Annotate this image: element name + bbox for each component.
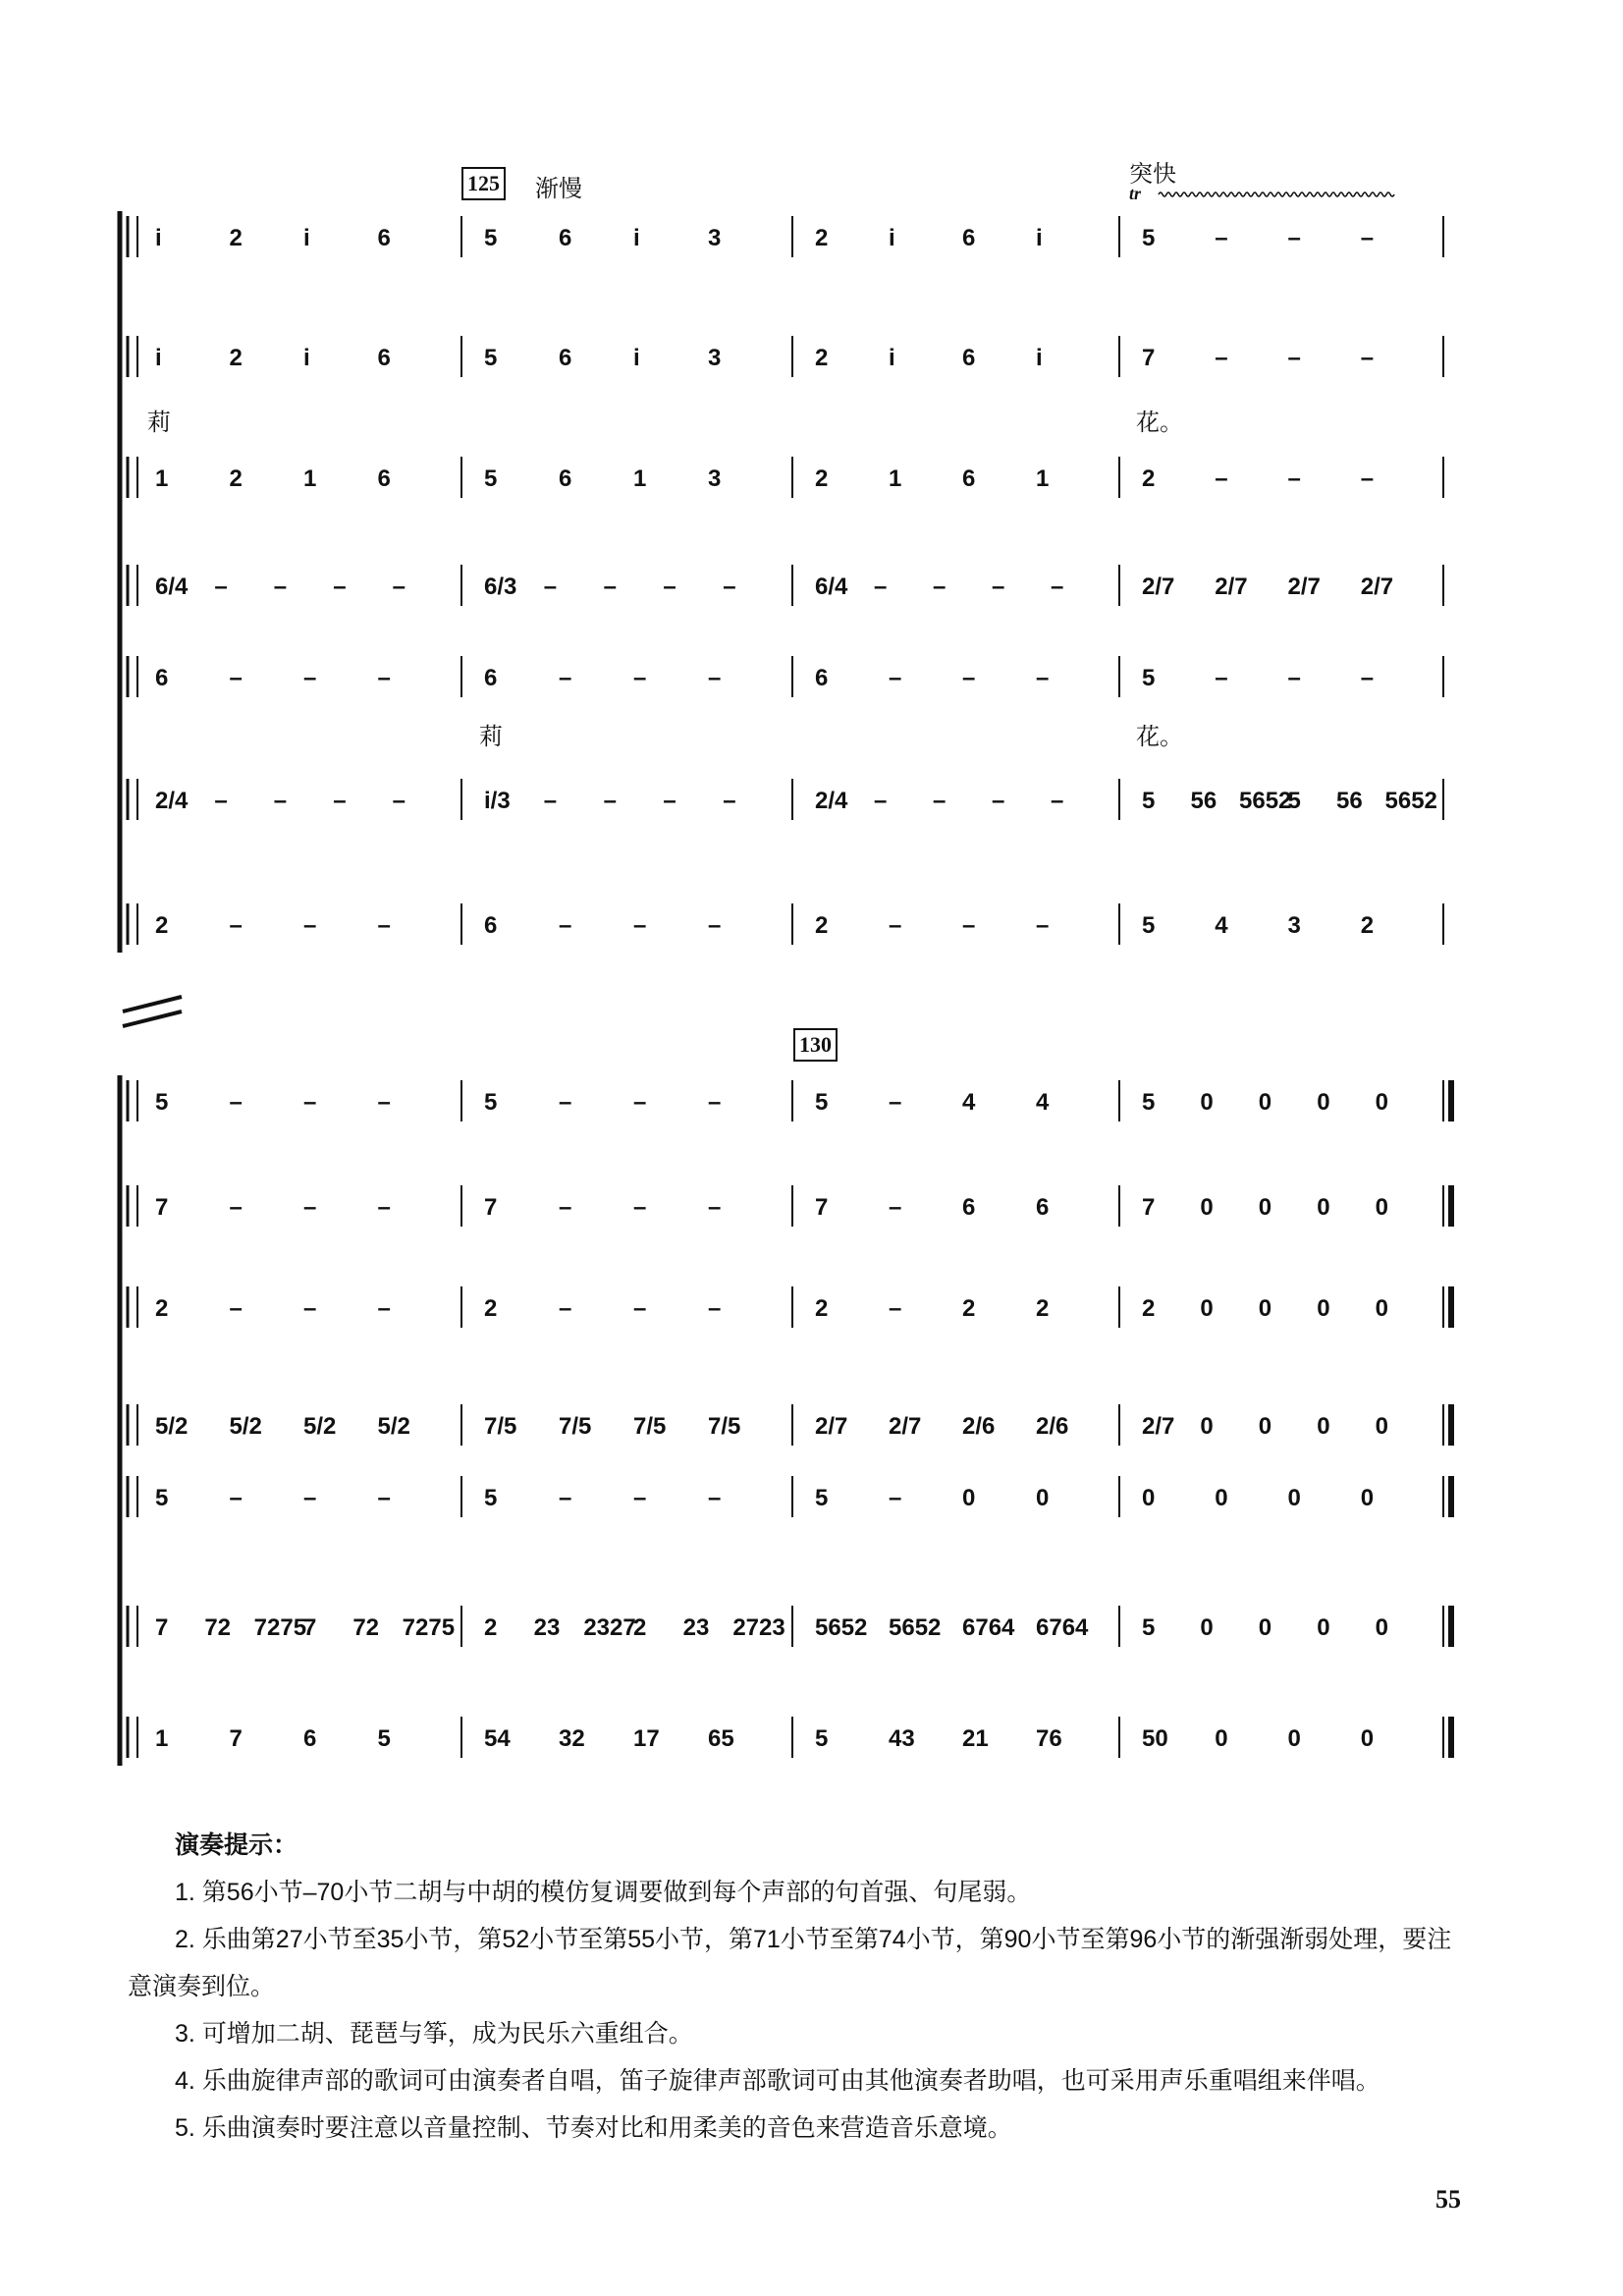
- system1-note: –: [723, 574, 736, 600]
- system2-note: 2: [484, 1614, 498, 1641]
- system2-note: –: [889, 1194, 902, 1221]
- system1-note: 1: [155, 465, 169, 492]
- system1-note: 56: [1190, 788, 1217, 814]
- system2-note: 2/6: [962, 1413, 996, 1440]
- system1-note: –: [992, 574, 1005, 600]
- system1-note: –: [889, 912, 902, 939]
- system1-note: 5: [1142, 665, 1156, 691]
- system2-note: 7: [155, 1614, 169, 1641]
- system1-note: 1: [889, 465, 902, 492]
- system1-note: 2: [815, 465, 829, 492]
- system2-note: 2: [1036, 1295, 1050, 1322]
- system2-note: 0: [1200, 1194, 1214, 1221]
- system1-note: –: [543, 788, 558, 814]
- system1-note: –: [1287, 465, 1301, 492]
- system1-note: 2/7: [1142, 574, 1175, 600]
- system2-note: 17: [633, 1725, 660, 1752]
- tip-item-2: 2. 乐曲第27小节至35小节，第52小节至第55小节，第71小节至第74小节，第90小节至第96小节的渐强渐弱处理，要注意演奏到位。: [128, 1926, 1452, 2000]
- system1-note: 2: [815, 912, 829, 939]
- tip-item-1: 1. 第56小节–70小节二胡与中胡的模仿复调要做到每个声部的句首强、句尾弱。: [175, 1879, 1032, 1906]
- lyric-hua-2: 花。: [1136, 724, 1183, 750]
- page-number: 55: [1435, 2185, 1461, 2214]
- system1-note: 6/3: [484, 574, 517, 600]
- system2-note: 0: [1258, 1413, 1272, 1440]
- system2-note: –: [377, 1194, 391, 1221]
- system2-note: 0: [1375, 1194, 1388, 1221]
- system2-note: –: [889, 1485, 902, 1511]
- system2-note: 0: [1215, 1485, 1228, 1511]
- system2-note: –: [303, 1089, 317, 1116]
- system1-note: 6: [962, 465, 976, 492]
- system2-note: 0: [1317, 1413, 1330, 1440]
- system2-note: 4: [1036, 1089, 1050, 1116]
- system2-note: 5: [815, 1725, 829, 1752]
- system1-note: 6: [815, 665, 829, 691]
- system2-note: –: [559, 1194, 572, 1221]
- system1-note: 6: [559, 345, 572, 371]
- system1-note: 5652: [1384, 788, 1437, 814]
- system1-note: i: [303, 225, 310, 251]
- tip-item-5: 5. 乐曲演奏时要注意以音量控制、节奏对比和用柔美的音色来营造音乐意境。: [175, 2114, 1012, 2142]
- system2-note: 5: [815, 1089, 829, 1116]
- system1-note: 1: [633, 465, 647, 492]
- lyric-li: 莉: [147, 410, 171, 436]
- system1-note: 56: [1336, 788, 1363, 814]
- system1-note: –: [303, 912, 317, 939]
- system2-note: 0: [1200, 1295, 1214, 1322]
- system2-note: 0: [1375, 1413, 1388, 1440]
- trill-line: [1159, 192, 1394, 196]
- system1-note: –: [1287, 345, 1301, 371]
- lyric-hua: 花。: [1136, 410, 1183, 436]
- system2-note: 72: [204, 1614, 232, 1641]
- system1-note: –: [633, 665, 647, 691]
- tips-heading: 演奏提示：: [175, 1831, 298, 1859]
- system1-note: –: [303, 665, 317, 691]
- system2-note: 5/2: [155, 1413, 189, 1440]
- system2-note: 0: [1258, 1295, 1272, 1322]
- system2-note: 0: [1200, 1089, 1214, 1116]
- system2-note: 2: [1142, 1295, 1156, 1322]
- system1-note: –: [1215, 345, 1228, 371]
- system2-note: 6: [1036, 1194, 1050, 1221]
- system1-note: –: [962, 665, 976, 691]
- system1-note: –: [1036, 912, 1050, 939]
- system2-note: 6764: [962, 1614, 1015, 1641]
- system2-note: 23: [682, 1614, 710, 1641]
- system2-note: 7/5: [708, 1413, 741, 1440]
- system2-note: 0: [962, 1485, 976, 1511]
- tempo-marking-ritardando: 渐慢: [535, 176, 582, 202]
- system2-note: 23: [533, 1614, 561, 1641]
- system2-note: –: [229, 1295, 243, 1322]
- system1-note: –: [377, 912, 391, 939]
- system1-note: –: [874, 574, 888, 600]
- system1-note: 1: [1036, 465, 1050, 492]
- system2-note: 0: [1200, 1614, 1214, 1641]
- system2-note: 5: [377, 1725, 391, 1752]
- system1-note: –: [377, 665, 391, 691]
- system2-note: 1: [155, 1725, 169, 1752]
- system1-note: –: [992, 788, 1005, 814]
- system2-note: 0: [1200, 1413, 1214, 1440]
- system2-note: 7: [303, 1614, 317, 1641]
- system2-note: 2: [484, 1295, 498, 1322]
- system2-note: –: [889, 1089, 902, 1116]
- system2-note: 0: [1258, 1614, 1272, 1641]
- system2-note: 2: [155, 1295, 169, 1322]
- system2-note: 5/2: [229, 1413, 262, 1440]
- system1-note: i: [889, 345, 895, 371]
- system2-note: 7: [155, 1194, 169, 1221]
- system1-note: 5: [1142, 788, 1156, 814]
- system1-note: –: [723, 788, 736, 814]
- system1-note: i: [155, 345, 162, 371]
- rehearsal-mark-125: 125: [461, 167, 506, 200]
- system1-note: 6: [484, 665, 498, 691]
- system1-note: –: [1287, 665, 1301, 691]
- system2-note: 0: [1317, 1194, 1330, 1221]
- system1-note: i: [1036, 345, 1043, 371]
- system2-note: 5: [1142, 1089, 1156, 1116]
- system-separator: [123, 997, 182, 1011]
- system2-note: –: [377, 1485, 391, 1511]
- system2-note: –: [633, 1295, 647, 1322]
- system1-note: –: [603, 574, 617, 600]
- system1-note: 2: [229, 225, 243, 251]
- system2-note: 2: [962, 1295, 976, 1322]
- system1-note: 6: [559, 465, 572, 492]
- system1-note: –: [933, 574, 947, 600]
- system2-note: 0: [1375, 1614, 1388, 1641]
- system2-note: 32: [559, 1725, 585, 1752]
- system2-note: –: [303, 1295, 317, 1322]
- system1-note: –: [392, 574, 406, 600]
- system1-note: –: [333, 574, 347, 600]
- system1-note: –: [273, 788, 288, 814]
- system1-note: –: [543, 574, 558, 600]
- system2-note: 76: [1036, 1725, 1062, 1752]
- system1-note: –: [708, 912, 722, 939]
- system1-note: 2/7: [1215, 574, 1248, 600]
- system1-note: 5: [1287, 788, 1301, 814]
- system1-note: –: [663, 788, 676, 814]
- system2-note: 2/7: [889, 1413, 922, 1440]
- system2-note: –: [303, 1485, 317, 1511]
- system1-note: –: [333, 788, 347, 814]
- system2-note: 7275: [402, 1614, 456, 1641]
- system1-note: 2: [155, 912, 169, 939]
- system2-note: –: [303, 1194, 317, 1221]
- system2-note: –: [229, 1485, 243, 1511]
- system1-note: –: [1051, 574, 1064, 600]
- system2-note: 43: [889, 1725, 915, 1752]
- system2-note: –: [889, 1295, 902, 1322]
- system2-note: 2723: [732, 1614, 785, 1641]
- tempo-marking-sudden-fast: 突快: [1129, 161, 1176, 188]
- system2-note: –: [708, 1194, 722, 1221]
- system2-note: 2: [633, 1614, 647, 1641]
- system1-note: 3: [1287, 912, 1301, 939]
- system1-note: i: [303, 345, 310, 371]
- system1-note: 3: [708, 465, 722, 492]
- system2-note: 7: [815, 1194, 829, 1221]
- system2-note: –: [229, 1089, 243, 1116]
- system1-note: –: [1360, 465, 1375, 492]
- system-separator: [123, 1011, 182, 1026]
- system1-note: 2: [229, 345, 243, 371]
- system1-note: –: [889, 665, 902, 691]
- system1-note: 6: [155, 665, 169, 691]
- system2-note: 7/5: [484, 1413, 517, 1440]
- system2-note: 2: [815, 1295, 829, 1322]
- system2-note: 5: [1142, 1614, 1156, 1641]
- system1-note: 2/7: [1360, 574, 1394, 600]
- performance-tips: [128, 1822, 1453, 2152]
- system1-note: 3: [708, 225, 722, 251]
- system1-note: i: [633, 345, 640, 371]
- system1-note: –: [229, 665, 243, 691]
- system2-note: 2/6: [1036, 1413, 1069, 1440]
- system1-note: –: [392, 788, 406, 814]
- system2-note: 72: [352, 1614, 380, 1641]
- system1-note: –: [214, 574, 228, 600]
- system2-note: 5652: [889, 1614, 942, 1641]
- system1-note: –: [1051, 788, 1064, 814]
- system2-note: 0: [1317, 1089, 1330, 1116]
- system1-note: 5: [1142, 225, 1156, 251]
- system2-note: 7: [1142, 1194, 1156, 1221]
- system1-note: 6: [962, 225, 976, 251]
- system1-note: –: [559, 912, 572, 939]
- system2-note: 0: [1258, 1089, 1272, 1116]
- system2-note: 6: [962, 1194, 976, 1221]
- system2-note: –: [708, 1485, 722, 1511]
- system1-note: –: [633, 912, 647, 939]
- system2-note: 0: [1258, 1194, 1272, 1221]
- system2-note: 50: [1142, 1725, 1168, 1752]
- system2-note: –: [559, 1295, 572, 1322]
- system1-note: 5: [484, 465, 498, 492]
- tip-item-3: 3. 可增加二胡、琵琶与筝，成为民乐六重组合。: [175, 2020, 693, 2048]
- system1-note: –: [1360, 665, 1375, 691]
- system1-note: i: [1036, 225, 1043, 251]
- system2-note: –: [377, 1089, 391, 1116]
- system2-note: 2/7: [1142, 1413, 1175, 1440]
- system2-note: 54: [484, 1725, 511, 1752]
- system2-note: 6: [303, 1725, 317, 1752]
- system1-note: 4: [1215, 912, 1228, 939]
- system2-note: 5: [484, 1485, 498, 1511]
- system1-note: 5652: [1239, 788, 1292, 814]
- system1-note: –: [962, 912, 976, 939]
- system2-note: 7275: [253, 1614, 307, 1641]
- system2-note: –: [633, 1089, 647, 1116]
- system2-note: 7: [484, 1194, 498, 1221]
- system2-note: 0: [1317, 1614, 1330, 1641]
- system1-note: 6/4: [815, 574, 848, 600]
- system2-note: 4: [962, 1089, 976, 1116]
- system1-note: –: [1215, 665, 1228, 691]
- system1-note: 2: [1360, 912, 1375, 939]
- system1-note: 6: [377, 465, 391, 492]
- system2-note: 0: [1036, 1485, 1050, 1511]
- system2-note: 0: [1287, 1485, 1301, 1511]
- system1-note: –: [933, 788, 947, 814]
- system2-note: 0: [1142, 1485, 1156, 1511]
- system1-note: 7: [1142, 345, 1156, 371]
- system1-note: 2/4: [815, 788, 848, 814]
- system2-note: –: [229, 1194, 243, 1221]
- system2-note: –: [633, 1485, 647, 1511]
- system2-note: 0: [1360, 1725, 1375, 1752]
- system1-note: –: [603, 788, 617, 814]
- system2-note: 0: [1287, 1725, 1301, 1752]
- system1-note: –: [1036, 665, 1050, 691]
- system2-note: 7: [229, 1725, 243, 1752]
- system2-note: –: [708, 1089, 722, 1116]
- system1-note: 6/4: [155, 574, 189, 600]
- lyric-li-2: 莉: [479, 724, 503, 750]
- system2-note: 2/7: [815, 1413, 848, 1440]
- system1-note: 2: [815, 345, 829, 371]
- system2-note: 5/2: [303, 1413, 337, 1440]
- system2-note: –: [559, 1485, 572, 1511]
- system1-note: –: [1360, 225, 1375, 251]
- system1-note: i: [633, 225, 640, 251]
- rehearsal-mark-130: 130: [793, 1028, 838, 1062]
- system1-note: i: [889, 225, 895, 251]
- system1-note: –: [229, 912, 243, 939]
- system1-note: –: [1215, 225, 1228, 251]
- system1-note: –: [663, 574, 676, 600]
- system2-note: –: [559, 1089, 572, 1116]
- system1-note: 2: [1142, 465, 1156, 492]
- system2-note: 2327: [583, 1614, 636, 1641]
- system2-note: 5: [155, 1485, 169, 1511]
- system2-note: 5/2: [377, 1413, 410, 1440]
- system2-note: 5652: [815, 1614, 868, 1641]
- system1-note: 6: [962, 345, 976, 371]
- system1-note: 6: [377, 225, 391, 251]
- system1-note: –: [1360, 345, 1375, 371]
- system2-note: 7/5: [559, 1413, 592, 1440]
- system1-note: 2/4: [155, 788, 189, 814]
- system1-note: 5: [484, 345, 498, 371]
- system2-note: 0: [1215, 1725, 1228, 1752]
- system1-note: 6: [484, 912, 498, 939]
- system2-note: 7/5: [633, 1413, 667, 1440]
- system1-note: –: [273, 574, 288, 600]
- system1-note: 1: [303, 465, 317, 492]
- system2-note: 5: [815, 1485, 829, 1511]
- system1-note: 6: [559, 225, 572, 251]
- system2-note: –: [377, 1295, 391, 1322]
- system2-note: 5: [155, 1089, 169, 1116]
- system1-note: 2/7: [1287, 574, 1321, 600]
- system1-note: 2: [229, 465, 243, 492]
- system2-note: 0: [1317, 1295, 1330, 1322]
- system2-note: 0: [1375, 1089, 1388, 1116]
- system2-note: 0: [1360, 1485, 1375, 1511]
- system2-note: –: [708, 1295, 722, 1322]
- system2-note: 0: [1375, 1295, 1388, 1322]
- system1-note: –: [559, 665, 572, 691]
- system1-note: 5: [1142, 912, 1156, 939]
- system1-note: i/3: [484, 788, 511, 814]
- tip-item-4: 4. 乐曲旋律声部的歌词可由演奏者自唱，笛子旋律声部歌词可由其他演奏者助唱，也可采用声乐重唱组来伴唱。: [175, 2067, 1380, 2095]
- system1-note: 6: [377, 345, 391, 371]
- system2-note: 21: [962, 1725, 989, 1752]
- system1-note: –: [1215, 465, 1228, 492]
- system1-note: 2: [815, 225, 829, 251]
- system2-note: –: [633, 1194, 647, 1221]
- system1-note: i: [155, 225, 162, 251]
- system1-note: –: [214, 788, 228, 814]
- system2-note: 6764: [1036, 1614, 1089, 1641]
- system1-note: –: [874, 788, 888, 814]
- system1-note: –: [708, 665, 722, 691]
- system1-note: 5: [484, 225, 498, 251]
- system1-note: –: [1287, 225, 1301, 251]
- system1-note: 3: [708, 345, 722, 371]
- system2-note: 5: [484, 1089, 498, 1116]
- trill-mark: tr: [1129, 184, 1142, 203]
- system2-note: 65: [708, 1725, 734, 1752]
